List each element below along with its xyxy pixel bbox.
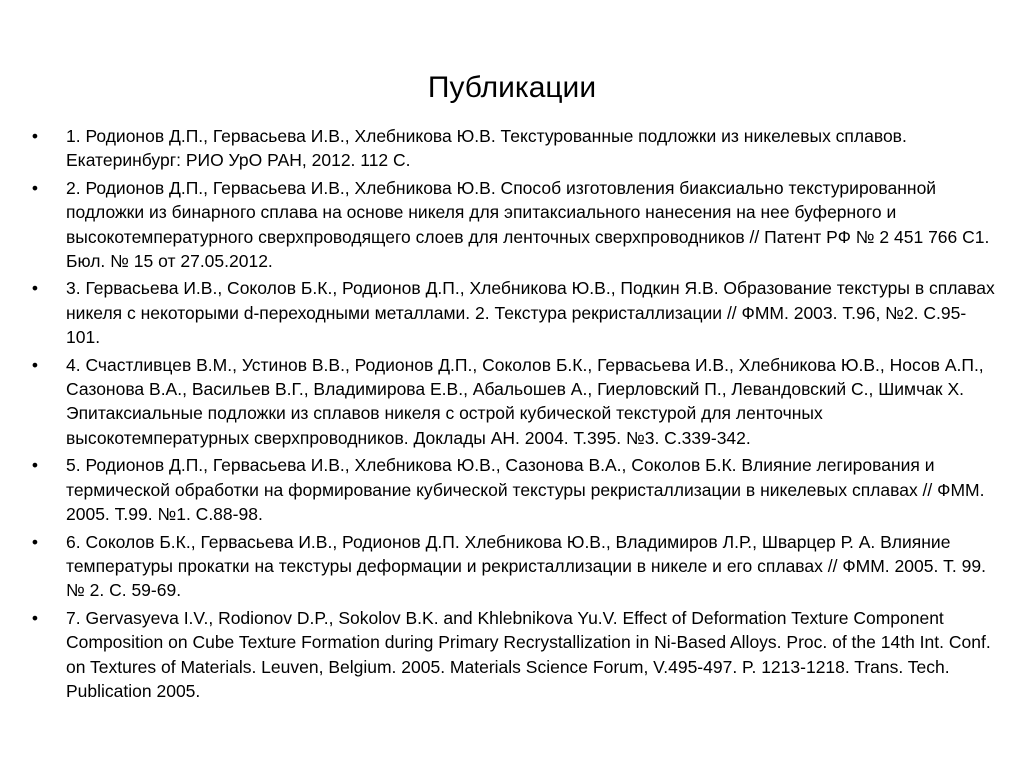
publication-text: 1. Родионов Д.П., Гервасьева И.В., Хлебникова Ю.В. Текстурованные подложки из никелевых сплавов. Екатеринбург: РИО УрО РАН, 2012. 112 С. (66, 126, 907, 171)
bullet-icon: • (31, 177, 39, 198)
publication-text: 4. Счастливцев В.М., Устинов В.В., Родионов Д.П., Соколов Б.К., Гервасьева И.В., Хлебникова Ю.В., Носов А.П., Сазонова В.А., Васильев В.Г., Владимирова Е.В., Абальошев А., Гиерловский П., Левандовский С., Шимчак Х. Эпитаксиальные подложки из сплавов никеля с острой кубической текстурой для ленточных высокотемпературных сверхпроводников. Доклады АН. 2004. Т.395. №3. С.339-342. (66, 354, 984, 448)
publication-item (31, 276, 996, 349)
publication-text: 3. Гервасьева И.В., Соколов Б.К., Родионов Д.П., Хлебникова Ю.В., Подкин Я.В. Образование текстуры в сплавах никеля с некоторыми d-переходными металлами. 2. Текстура рекристаллизации // ФММ. 2003. Т.96, №2. С.95-101. (66, 278, 995, 348)
bullet-icon: • (31, 531, 39, 552)
publication-item (31, 530, 996, 603)
bullet-icon: • (31, 354, 39, 375)
publication-item (31, 176, 996, 274)
publication-text: 6. Соколов Б.К., Гервасьева И.В., Родионов Д.П. Хлебникова Ю.В., Владимиров Л.Р., Шварцер Р. А. Влияние температуры прокатки на текстуры деформации и рекристаллизации в никеле и его сплавах // ФММ. 2005. Т. 99. № 2. С. 59-69. (66, 531, 986, 601)
bullet-icon: • (31, 278, 39, 299)
publication-item (31, 453, 996, 526)
publication-text: 2. Родионов Д.П., Гервасьева И.В., Хлебникова Ю.В. Способ изготовления биаксиально текстурированной подложки из бинарного сплава на основе никеля для эпитаксиального нанесения на нее буферного и высокотемпературного сверхпроводящего слоев для ленточных сверхпроводников // Патент РФ № 2 451 766 С1. Бюл. № 15 от 27.05.2012. (66, 177, 990, 272)
publication-list (31, 124, 996, 706)
publication-text: 5. Родионов Д.П., Гервасьева И.В., Хлебникова Ю.В., Сазонова В.А., Соколов Б.К. Влияние легирования и термической обработки на формирование кубической текстуры рекристаллизации в никелевых сплавах // ФММ. 2005. Т.99. №1. С.88-98. (66, 455, 985, 525)
bullet-icon: • (31, 126, 39, 146)
publication-item (31, 124, 996, 173)
bullet-icon: • (31, 607, 39, 628)
slide-title: Публикации (427, 71, 597, 104)
publication-text: 7. Gervasyeva I.V., Rodionov D.P., Sokolov B.K. and Khlebnikova Yu.V. Effect of Deformation Texture Component Composition on Cube Texture Formation during Primary Recrystallization in Ni-Based Alloys. Proc. of the 14th Int. Conf. on Textures of Materials. Leuven, Belgium. 2005. Materials Science Forum, V.495-497. P. 1213-1218. Trans. Tech. Publication 2005. (66, 607, 991, 701)
bullet-icon: • (31, 455, 39, 476)
publication-item (31, 353, 996, 451)
publication-item (31, 606, 996, 704)
